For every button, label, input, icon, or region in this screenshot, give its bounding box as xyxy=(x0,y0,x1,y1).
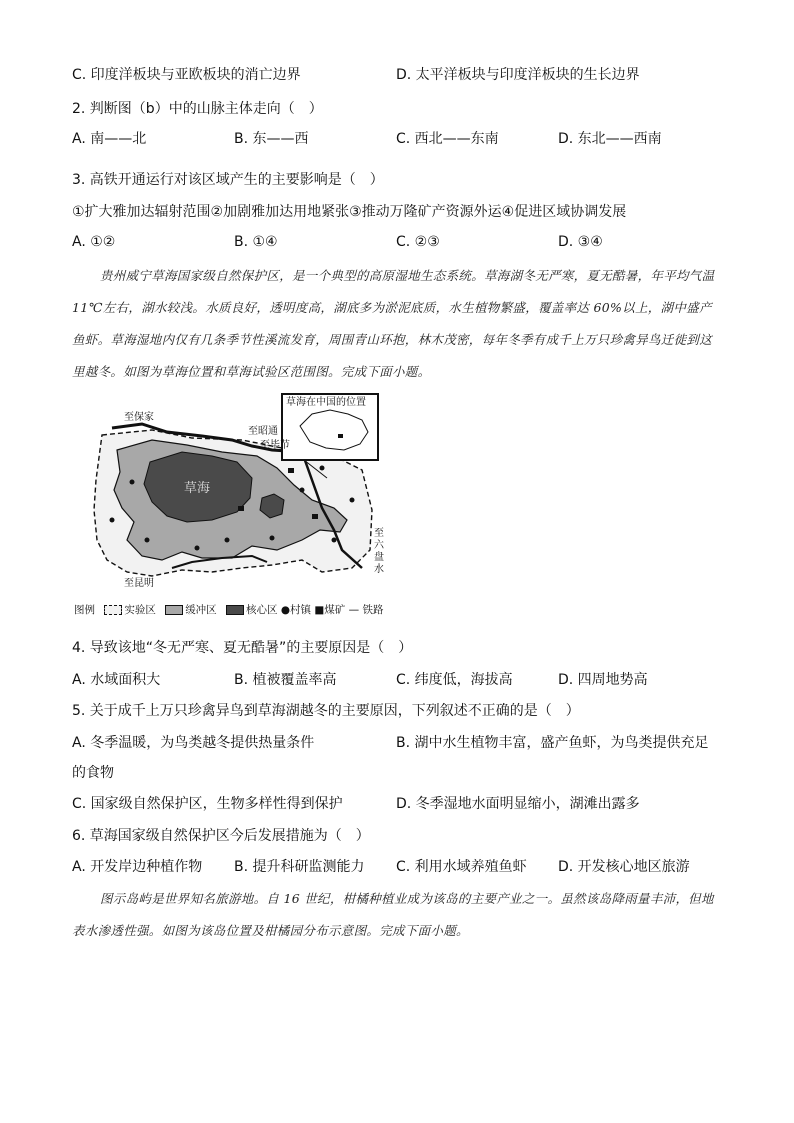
q3-option-b: B. ①④ xyxy=(234,234,278,250)
legend-title: 图例 xyxy=(74,604,95,616)
inset-location-marker xyxy=(338,434,343,438)
question-4: 4. 导致该地“冬无严寒、夏无酷暑”的主要原因是（ ） xyxy=(72,640,413,656)
q5-option-b-cont: 的食物 xyxy=(72,765,114,781)
caohai-map-figure xyxy=(72,390,392,620)
question-6: 6. 草海国家级自然保护区今后发展措施为（ ） xyxy=(72,828,370,844)
q6-option-c: C. 利用水域养殖鱼虾 xyxy=(396,859,527,875)
q3-option-d: D. ③④ xyxy=(558,234,603,250)
q2-option-a: A. 南——北 xyxy=(72,131,147,147)
label-zhaotong: 至昭通 xyxy=(248,426,278,437)
liupanshui-char-4: 水 xyxy=(374,564,384,575)
q2-option-c: C. 西北——东南 xyxy=(396,131,499,147)
q5-option-a: A. 冬季温暖，为鸟类越冬提供热量条件 xyxy=(72,735,315,751)
q1-option-c: C. 印度洋板块与亚欧板块的消亡边界 xyxy=(72,67,301,83)
caohai-map xyxy=(72,390,392,620)
q4-option-d: D. 四周地势高 xyxy=(558,672,648,688)
q5-option-c: C. 国家级自然保护区，生物多样性得到保护 xyxy=(72,796,343,812)
q4-option-c: C. 纬度低，海拔高 xyxy=(396,672,513,688)
island-passage: 图示岛屿是世界知名旅游地。自 16 世纪，柑橘种植业成为该岛的主要产业之一。虽然该岛降雨量丰沛，但地表水渗透性强。如图为该岛位置及柑橘园分布示意图。完成下面小题。 xyxy=(72,891,714,938)
legend-core-swatch xyxy=(226,605,244,615)
label-bijie: 至毕节 xyxy=(260,440,290,451)
liupanshui-char-3: 盘 xyxy=(374,552,384,563)
legend-experimental: 实验区 xyxy=(124,604,156,616)
q5-option-d: D. 冬季湿地水面明显缩小，湖滩出露多 xyxy=(396,796,640,812)
question-5: 5. 关于成千上万只珍禽异鸟到草海湖越冬的主要原因，下列叙述不正确的是（ ） xyxy=(72,703,580,719)
q6-option-d: D. 开发核心地区旅游 xyxy=(558,859,690,875)
legend-buffer-swatch xyxy=(165,605,183,615)
q4-option-b: B. 植被覆盖率高 xyxy=(234,672,337,688)
legend-experimental-swatch xyxy=(104,605,122,615)
legend-core: 核心区 xyxy=(246,604,278,616)
label-caohai: 草海 xyxy=(184,481,211,496)
q1-option-d: D. 太平洋板块与印度洋板块的生长边界 xyxy=(396,67,640,83)
label-kunming: 至昆明 xyxy=(124,578,154,589)
q3-option-c: C. ②③ xyxy=(396,234,440,250)
caohai-passage: 贵州威宁草海国家级自然保护区，是一个典型的高原湿地生态系统。草海湖冬无严寒，夏无酷暑，年平均气温 11℃左右，湖水较浅。水质良好，透明度高，湖底多为淤泥底质，水生植物繁盛，覆盖率达 60%以上，湖中盛产鱼虾。草海湿地内仅有几条季节性溪流发育，周围青山环抱，林木茂密，每年冬季有成千上万只珍禽异鸟迁徙到这里越冬。如图为草海位置和草海试验区范围图。完成下面小题。 xyxy=(72,268,715,379)
question-3-items: ①扩大雅加达辐射范围②加剧雅加达用地紧张③推动万隆矿产资源外运④促进区域协调发展 xyxy=(72,204,627,220)
liupanshui-char-1: 至 xyxy=(374,528,384,539)
legend-rail: — 铁路 xyxy=(348,604,384,616)
label-baojia: 至保家 xyxy=(124,412,154,423)
q5-option-b: B. 湖中水生植物丰富，盛产鱼虾，为鸟类提供充足 xyxy=(396,735,709,751)
label-liupanshui xyxy=(374,527,385,575)
legend-buffer: 缓冲区 xyxy=(185,604,217,616)
question-3: 3. 高铁开通运行对该区域产生的主要影响是（ ） xyxy=(72,172,384,188)
q6-option-b: B. 提升科研监测能力 xyxy=(234,859,365,875)
q2-option-b: B. 东——西 xyxy=(234,131,309,147)
legend-village: ●村镇 xyxy=(280,604,312,616)
q6-option-a: A. 开发岸边种植作物 xyxy=(72,859,203,875)
inset-title: 草海在中国的位置 xyxy=(286,397,366,408)
q4-option-a: A. 水域面积大 xyxy=(72,672,161,688)
question-2: 2. 判断图（b）中的山脉主体走向（ ） xyxy=(72,101,323,117)
liupanshui-char-2: 六 xyxy=(374,540,384,551)
legend-coal: ■煤矿 xyxy=(314,604,346,616)
q3-option-a: A. ①② xyxy=(72,234,116,250)
map-legend xyxy=(74,602,384,617)
q2-option-d: D. 东北——西南 xyxy=(558,131,662,147)
